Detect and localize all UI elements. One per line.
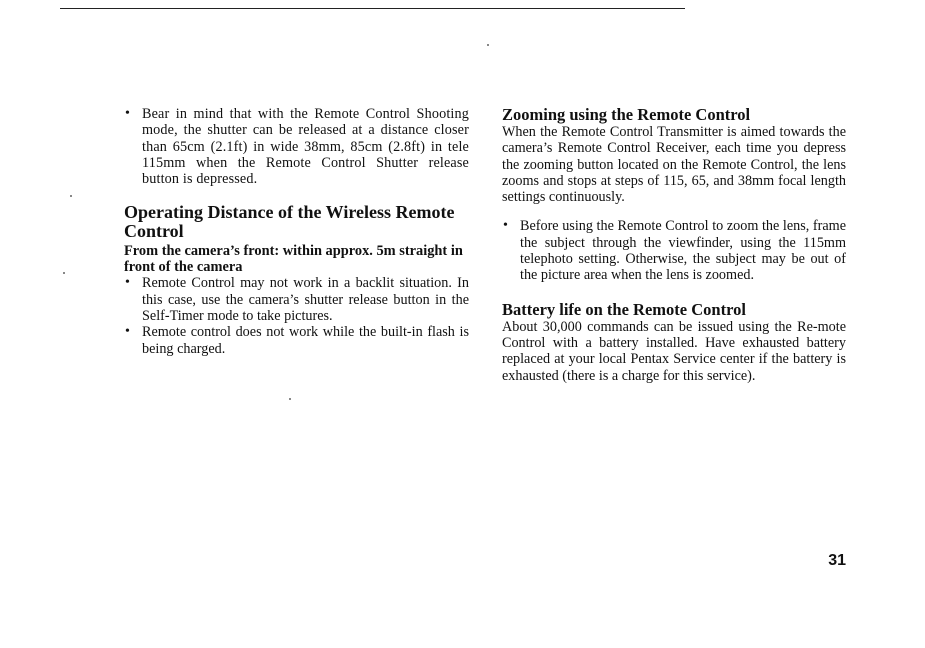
remote-bullet-list [124,275,469,356]
spacer [502,205,846,218]
scan-speck [63,272,65,274]
bullet-icon: • [125,324,130,340]
left-column [124,106,469,357]
zoom-bullet-text: Before using the Remote Control to zoom the lens, frame the subject through the viewfinder, using the 115mm telephoto setting. Otherwise, the subject may be out of the picture area when the lens is zoomed. [520,218,846,284]
battery-title: Battery life on the Remote Control [502,299,746,319]
section-subheading: From the camera’s front: within approx. 5m straight in front of the camera [124,243,463,276]
intro-bullet-text: Bear in mind that with the Remote Control Shooting mode, the shutter can be released at a distance closer than 65cm (2.1ft) in wide 38mm, 85cm (2.8ft) in tele 115mm when the Remote Control Shutter release button is depressed. [142,106,469,188]
battery-paragraph: About 30,000 commands can be issued using the Re-mote Control with a battery installed. Have exhausted battery replaced at your local Pentax Service center if the battery is exhausted (there is a charge for this service). [502,318,846,384]
intro-bullet-list [124,106,469,187]
bullet-icon: • [125,106,131,121]
list-item [124,275,469,324]
section-title: Operating Distance of the Wireless Remote Control [124,202,455,242]
spacer [502,284,846,301]
zoom-title: Zooming using the Remote Control [502,105,751,124]
zoom-bullet-list [502,218,846,283]
list-item [124,324,469,357]
bullet-text: Remote control does not work while the built-in flash is being charged. [142,324,469,357]
scan-speck [70,195,72,197]
page-number: 31 [828,552,846,569]
zoom-paragraph: When the Remote Control Transmitter is aimed towards the camera’s Remote Control Receiver, each time you depress the zooming button located on the Remote Control, the lens zooms and stops at steps of 115, 65, and 38mm focal length settings continuously. [502,124,846,206]
scan-speck [289,398,291,400]
bullet-icon: • [503,218,508,234]
top-rule [60,8,685,9]
bullet-icon: • [125,275,130,291]
right-column [502,106,846,384]
list-item [502,218,846,283]
bullet-text: Remote Control may not work in a backlit situation. In this case, use the camera’s shutter release button in the Self-Timer mode to take pictures. [142,275,469,325]
list-item [124,106,469,187]
scan-speck [487,44,489,46]
